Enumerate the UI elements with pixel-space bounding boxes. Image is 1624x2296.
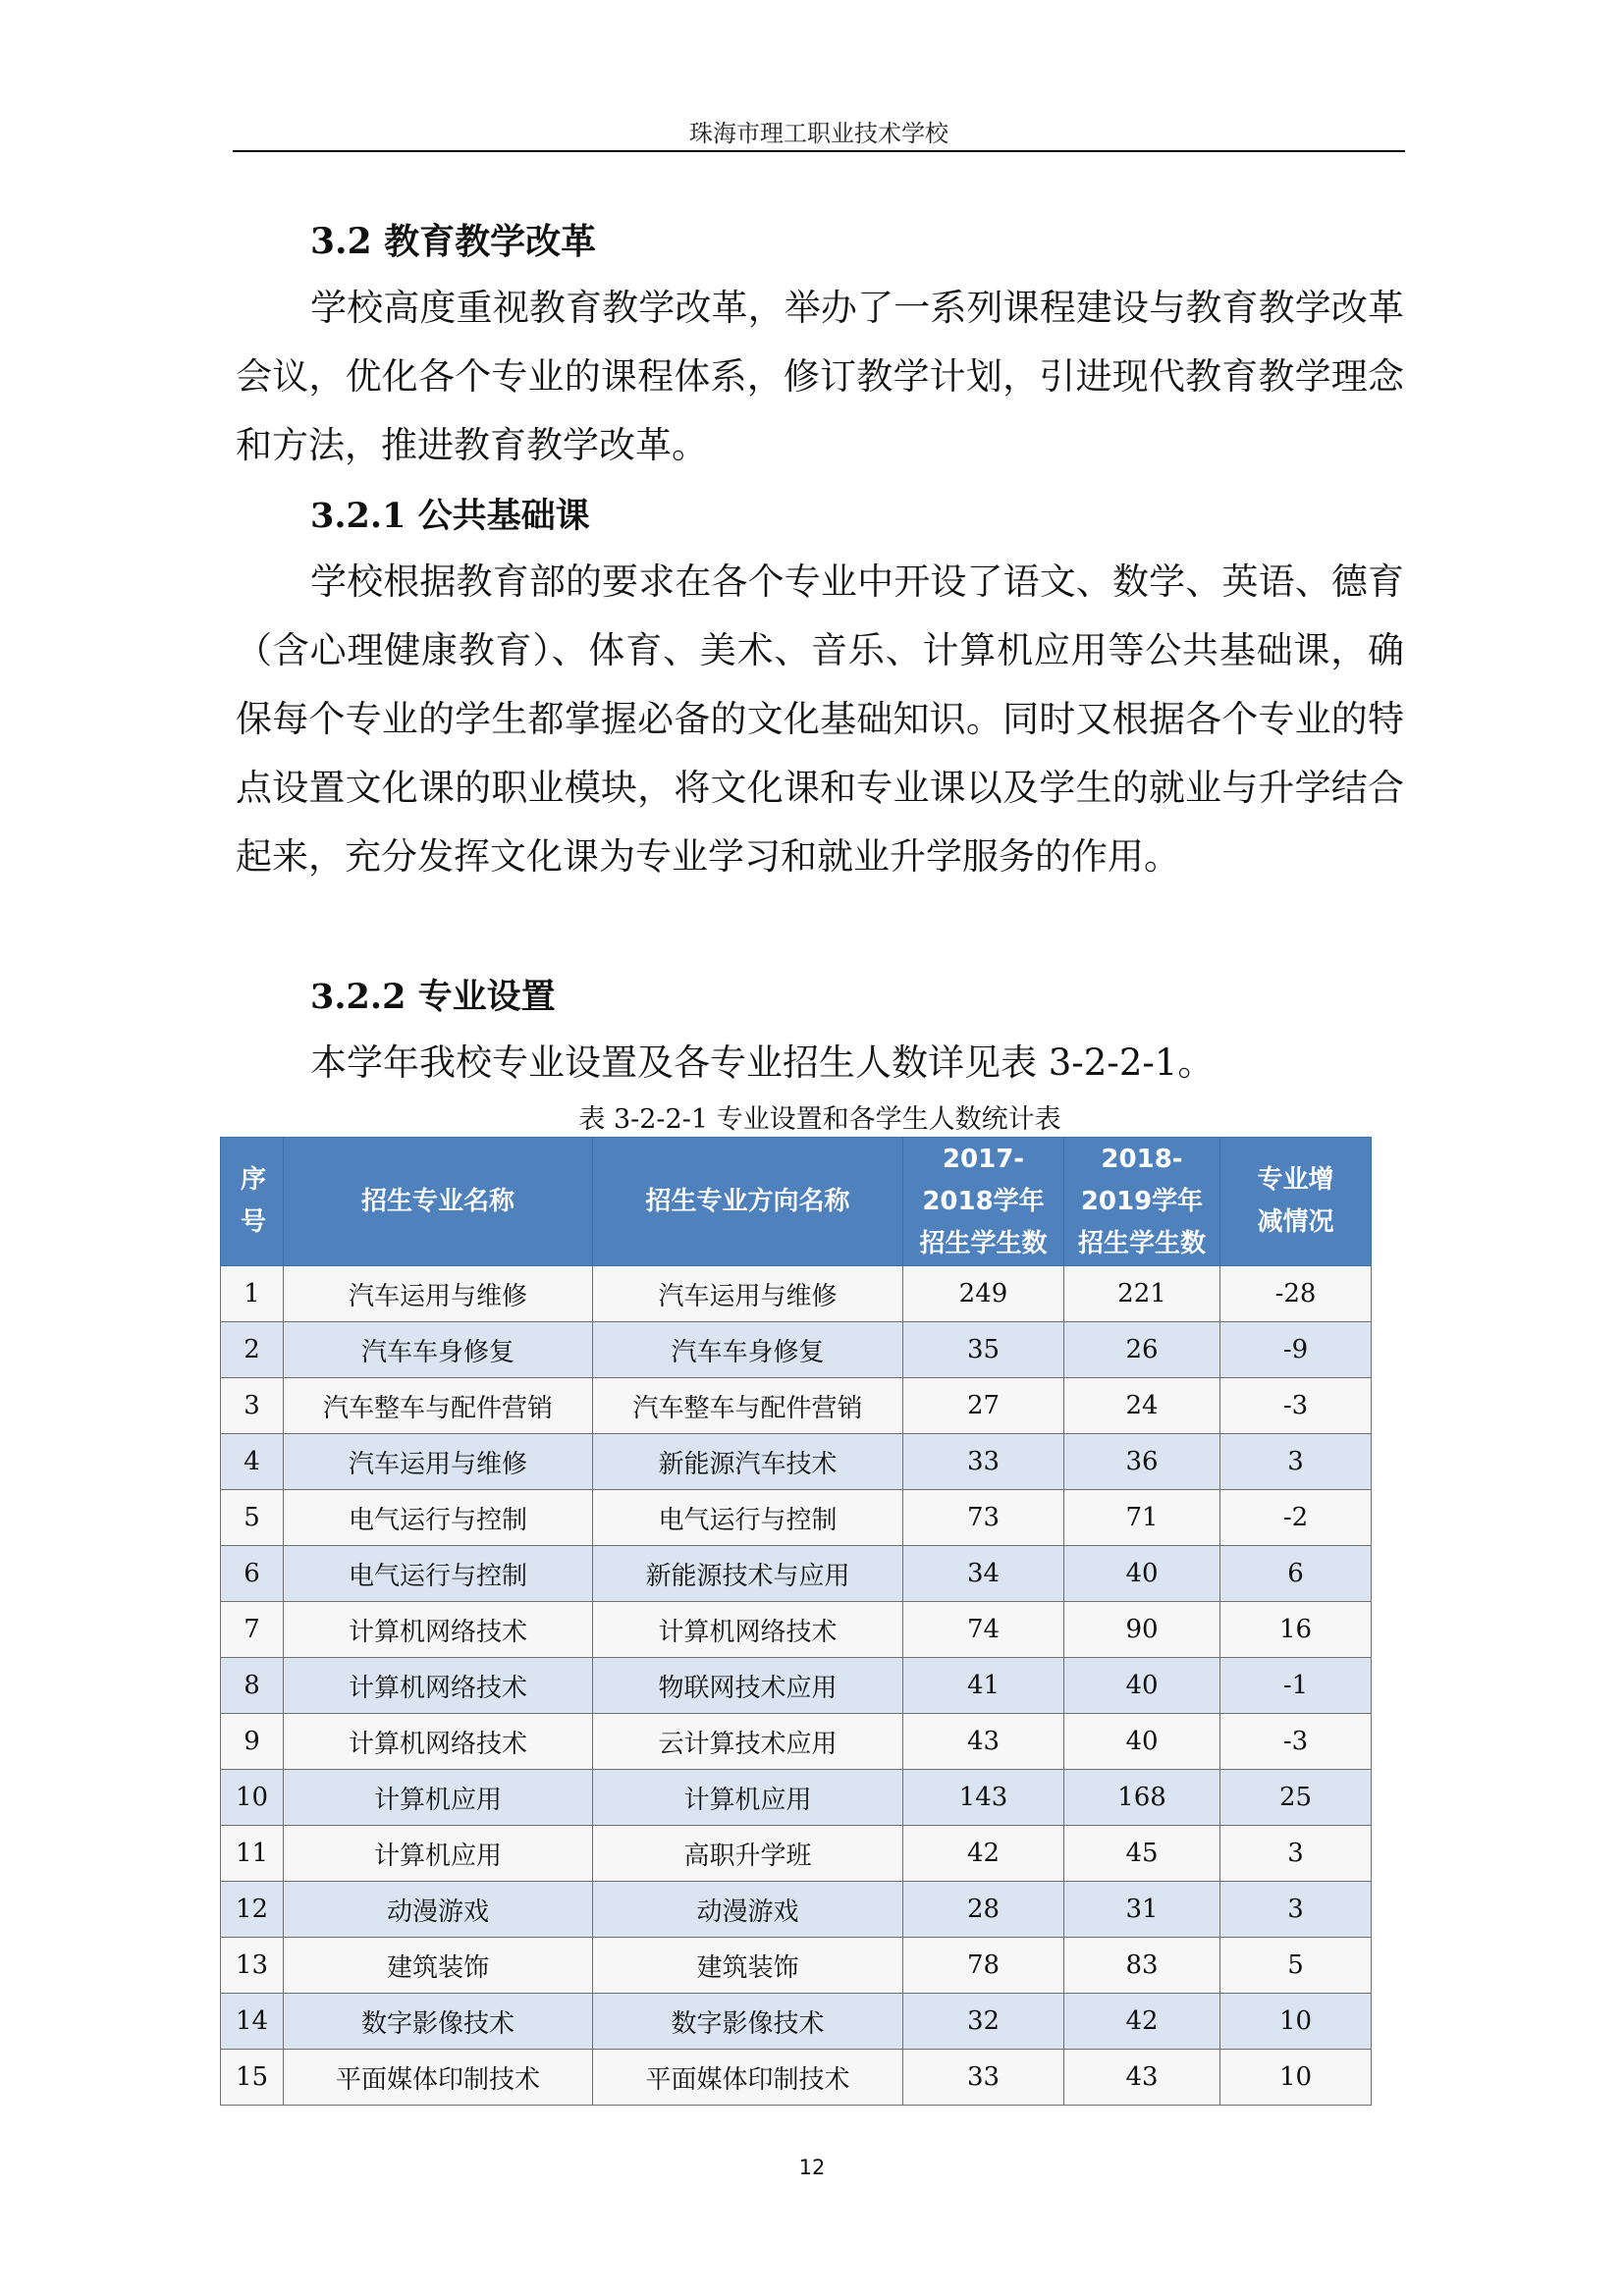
cell-change: 3	[1220, 1882, 1372, 1938]
cell-index: 2	[221, 1322, 284, 1378]
cell-major-name: 计算机应用	[284, 1770, 593, 1826]
cell-enrollment-2018-2019: 168	[1064, 1770, 1220, 1826]
cell-major-name: 汽车运用与维修	[284, 1266, 593, 1322]
cell-major-name: 电气运行与控制	[284, 1490, 593, 1546]
cell-enrollment-2017-2018: 41	[903, 1658, 1064, 1714]
cell-index: 8	[221, 1658, 284, 1714]
cell-major-name: 汽车车身修复	[284, 1322, 593, 1378]
cell-enrollment-2017-2018: 33	[903, 1434, 1064, 1490]
table-row	[221, 1994, 1372, 2050]
cell-major-direction: 汽车运用与维修	[593, 1266, 903, 1322]
table-row	[221, 1490, 1372, 1546]
cell-major-direction: 数字影像技术	[593, 1994, 903, 2050]
cell-major-direction: 平面媒体印制技术	[593, 2050, 903, 2106]
cell-index: 10	[221, 1770, 284, 1826]
table-row	[221, 1938, 1372, 1994]
cell-major-name: 电气运行与控制	[284, 1546, 593, 1602]
section-paragraph-3-2-1: 学校根据教育部的要求在各个专业中开设了语文、数学、英语、德育（含心理健康教育）、体育、美术、音乐、计算机应用等公共基础课，确保每个专业的学生都掌握必备的文化基础知识。同时又根据各个专业的特点设置文化课的职业模块，将文化课和专业课以及学生的就业与升学结合起来，充分发挥文化课为专业学习和就业升学服务的作用。	[236, 561, 1404, 878]
cell-enrollment-2017-2018: 249	[903, 1266, 1064, 1322]
cell-enrollment-2018-2019: 36	[1064, 1434, 1220, 1490]
cell-enrollment-2018-2019: 43	[1064, 2050, 1220, 2106]
cell-change: -9	[1220, 1322, 1372, 1378]
cell-index: 11	[221, 1826, 284, 1882]
cell-major-direction: 计算机网络技术	[593, 1602, 903, 1658]
cell-change: -2	[1220, 1490, 1372, 1546]
cell-index: 4	[221, 1434, 284, 1490]
table-row	[221, 1770, 1372, 1826]
enrollment-table	[220, 1137, 1372, 2106]
table-row	[221, 1658, 1372, 1714]
table-caption: 表 3-2-2-1 专业设置和各学生人数统计表	[578, 1104, 1061, 1135]
cell-enrollment-2018-2019: 221	[1064, 1266, 1220, 1322]
cell-index: 15	[221, 2050, 284, 2106]
cell-major-direction: 新能源汽车技术	[593, 1434, 903, 1490]
header-major-name: 招生专业名称	[284, 1138, 593, 1266]
cell-enrollment-2017-2018: 28	[903, 1882, 1064, 1938]
cell-change: 5	[1220, 1938, 1372, 1994]
section-heading-3-2-1: 3.2.1 公共基础课	[310, 496, 590, 536]
table-row	[221, 1322, 1372, 1378]
cell-enrollment-2017-2018: 43	[903, 1714, 1064, 1770]
cell-change: 3	[1220, 1826, 1372, 1882]
cell-index: 5	[221, 1490, 284, 1546]
cell-enrollment-2017-2018: 74	[903, 1602, 1064, 1658]
header-enrollment-2017-2018: 2017-2018学年招生学生数	[903, 1138, 1064, 1266]
table-row	[221, 1546, 1372, 1602]
table-row	[221, 1714, 1372, 1770]
cell-index: 13	[221, 1938, 284, 1994]
cell-index: 12	[221, 1882, 284, 1938]
cell-major-direction: 建筑装饰	[593, 1938, 903, 1994]
cell-enrollment-2017-2018: 35	[903, 1322, 1064, 1378]
table-row	[221, 2050, 1372, 2106]
cell-enrollment-2017-2018: 73	[903, 1490, 1064, 1546]
cell-change: -28	[1220, 1266, 1372, 1322]
cell-change: 16	[1220, 1602, 1372, 1658]
header-enrollment-2018-2019: 2018-2019学年招生学生数	[1064, 1138, 1220, 1266]
cell-enrollment-2017-2018: 32	[903, 1994, 1064, 2050]
cell-major-direction: 汽车车身修复	[593, 1322, 903, 1378]
cell-major-name: 计算机网络技术	[284, 1658, 593, 1714]
section-paragraph-3-2: 学校高度重视教育教学改革，举办了一系列课程建设与教育教学改革会议，优化各个专业的课程体系，修订教学计划，引进现代教育教学理念和方法，推进教育教学改革。	[236, 287, 1404, 466]
section-paragraph-3-2-2: 本学年我校专业设置及各专业招生人数详见表 3-2-2-1。	[310, 1041, 1215, 1084]
cell-enrollment-2017-2018: 143	[903, 1770, 1064, 1826]
cell-major-name: 汽车整车与配件营销	[284, 1378, 593, 1434]
header-change: 专业增减情况	[1220, 1138, 1372, 1266]
cell-enrollment-2017-2018: 78	[903, 1938, 1064, 1994]
header-major-direction: 招生专业方向名称	[593, 1138, 903, 1266]
cell-enrollment-2018-2019: 90	[1064, 1602, 1220, 1658]
cell-major-name: 数字影像技术	[284, 1994, 593, 2050]
cell-index: 6	[221, 1546, 284, 1602]
cell-major-name: 汽车运用与维修	[284, 1434, 593, 1490]
cell-major-direction: 汽车整车与配件营销	[593, 1378, 903, 1434]
cell-enrollment-2018-2019: 45	[1064, 1826, 1220, 1882]
cell-major-direction: 电气运行与控制	[593, 1490, 903, 1546]
cell-major-direction: 物联网技术应用	[593, 1658, 903, 1714]
header-divider	[233, 150, 1405, 152]
cell-major-direction: 动漫游戏	[593, 1882, 903, 1938]
cell-major-direction: 新能源技术与应用	[593, 1546, 903, 1602]
cell-change: 10	[1220, 2050, 1372, 2106]
cell-change: -3	[1220, 1378, 1372, 1434]
cell-major-name: 平面媒体印制技术	[284, 2050, 593, 2106]
table-row	[221, 1266, 1372, 1322]
cell-major-name: 计算机网络技术	[284, 1714, 593, 1770]
page-header: 珠海市理工职业技术学校	[689, 120, 948, 147]
cell-major-direction: 计算机应用	[593, 1770, 903, 1826]
cell-major-direction: 云计算技术应用	[593, 1714, 903, 1770]
cell-enrollment-2018-2019: 40	[1064, 1546, 1220, 1602]
table-row	[221, 1882, 1372, 1938]
cell-change: -3	[1220, 1714, 1372, 1770]
cell-enrollment-2018-2019: 31	[1064, 1882, 1220, 1938]
cell-enrollment-2017-2018: 34	[903, 1546, 1064, 1602]
table-header-row	[221, 1138, 1372, 1266]
cell-major-direction: 高职升学班	[593, 1826, 903, 1882]
cell-enrollment-2017-2018: 27	[903, 1378, 1064, 1434]
cell-enrollment-2018-2019: 26	[1064, 1322, 1220, 1378]
cell-enrollment-2018-2019: 42	[1064, 1994, 1220, 2050]
table-body	[221, 1266, 1372, 2106]
table-row	[221, 1826, 1372, 1882]
table-row	[221, 1378, 1372, 1434]
cell-major-name: 建筑装饰	[284, 1938, 593, 1994]
cell-enrollment-2018-2019: 40	[1064, 1714, 1220, 1770]
section-heading-3-2-2: 3.2.2 专业设置	[310, 977, 556, 1017]
cell-major-name: 计算机网络技术	[284, 1602, 593, 1658]
cell-index: 9	[221, 1714, 284, 1770]
cell-change: 6	[1220, 1546, 1372, 1602]
cell-index: 7	[221, 1602, 284, 1658]
header-index: 序号	[221, 1138, 284, 1266]
cell-index: 3	[221, 1378, 284, 1434]
cell-change: 3	[1220, 1434, 1372, 1490]
cell-index: 14	[221, 1994, 284, 2050]
cell-enrollment-2017-2018: 33	[903, 2050, 1064, 2106]
section-heading-3-2: 3.2 教育教学改革	[310, 221, 597, 262]
cell-enrollment-2017-2018: 42	[903, 1826, 1064, 1882]
cell-enrollment-2018-2019: 24	[1064, 1378, 1220, 1434]
cell-change: 25	[1220, 1770, 1372, 1826]
cell-change: -1	[1220, 1658, 1372, 1714]
cell-enrollment-2018-2019: 83	[1064, 1938, 1220, 1994]
cell-index: 1	[221, 1266, 284, 1322]
cell-major-name: 动漫游戏	[284, 1882, 593, 1938]
cell-enrollment-2018-2019: 40	[1064, 1658, 1220, 1714]
table-row	[221, 1602, 1372, 1658]
page-number: 12	[798, 2156, 826, 2179]
cell-change: 10	[1220, 1994, 1372, 2050]
cell-enrollment-2018-2019: 71	[1064, 1490, 1220, 1546]
table-row	[221, 1434, 1372, 1490]
cell-major-name: 计算机应用	[284, 1826, 593, 1882]
